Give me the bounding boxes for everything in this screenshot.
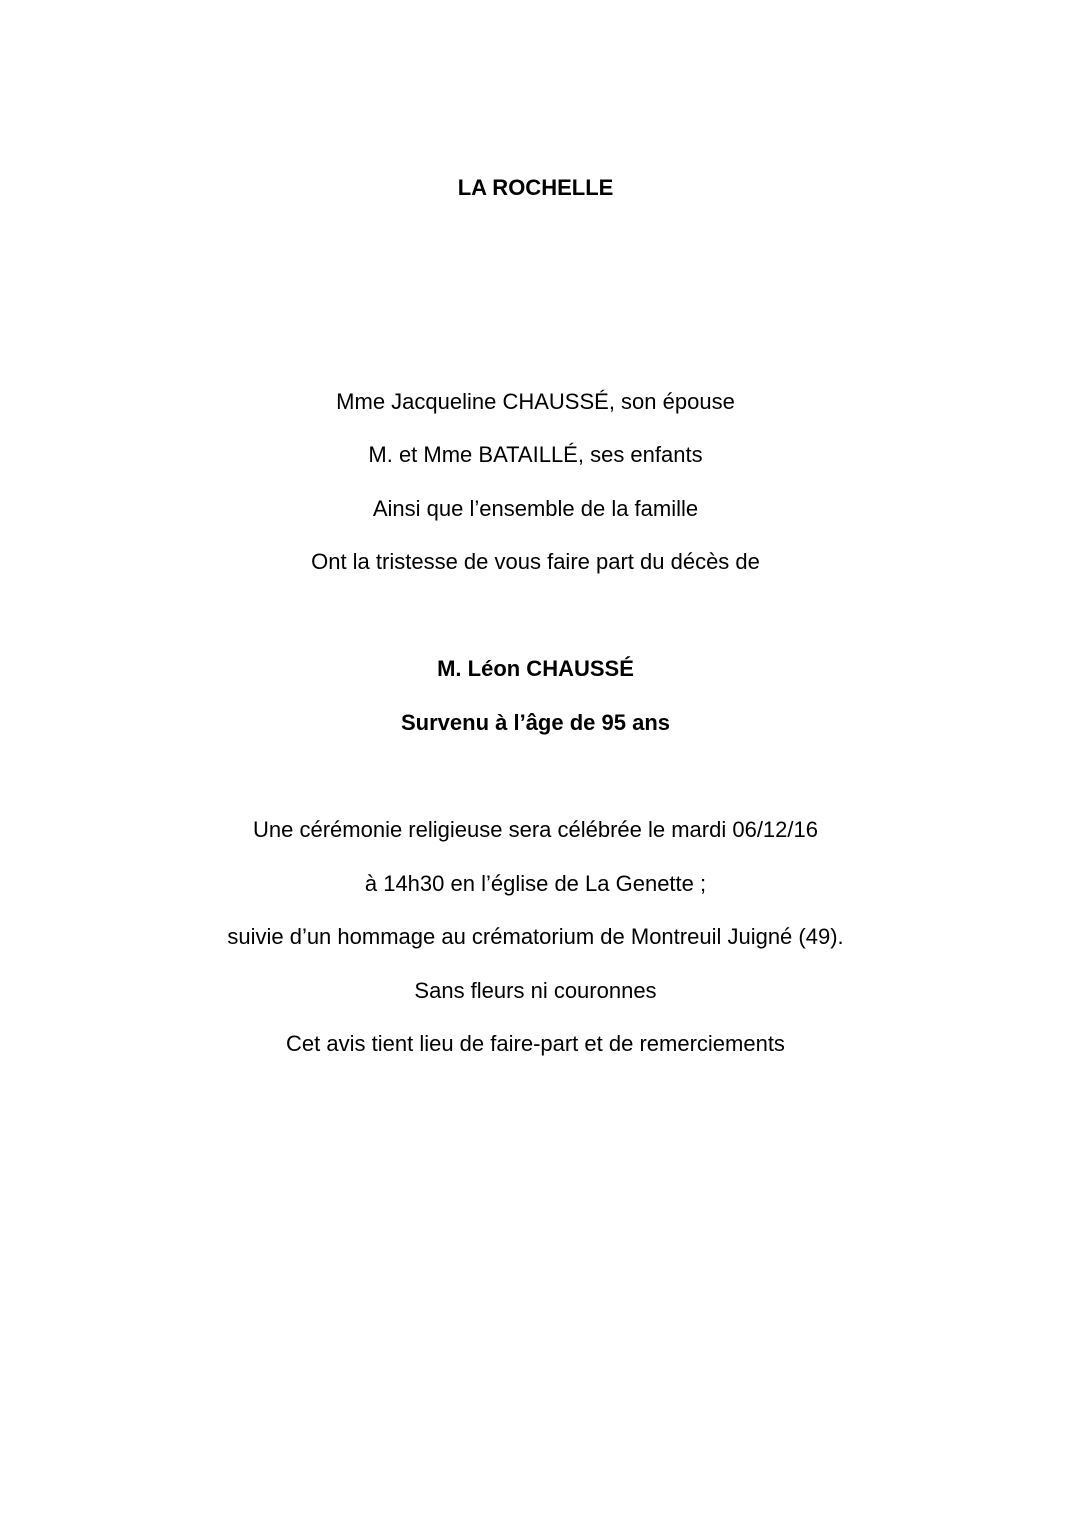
ceremony-line-date: Une cérémonie religieuse sera célébrée le mardi 06/12/16 [253,817,818,842]
ceremony-line-crematorium: suivie d’un hommage au crématorium de Montreuil Juigné (49). [227,924,844,949]
flowers-note: Sans fleurs ni couronnes [414,978,657,1003]
deceased-age: Survenu à l’âge de 95 ans [400,710,670,735]
family-line-spouse: Mme Jacqueline CHAUSSÉ, son épouse [336,389,735,414]
family-line-children: M. et Mme BATAILLÉ, ses enfants [368,442,703,467]
city-heading: LA ROCHELLE [457,175,614,200]
family-line-relatives: Ainsi que l’ensemble de la famille [372,496,699,521]
ceremony-line-place: à 14h30 en l’église de La Genette ; [364,871,707,896]
closing-note: Cet avis tient lieu de faire-part et de remerciements [286,1031,785,1056]
deceased-name: M. Léon CHAUSSÉ [437,656,634,681]
announcement-line: Ont la tristesse de vous faire part du décès de [311,549,760,574]
